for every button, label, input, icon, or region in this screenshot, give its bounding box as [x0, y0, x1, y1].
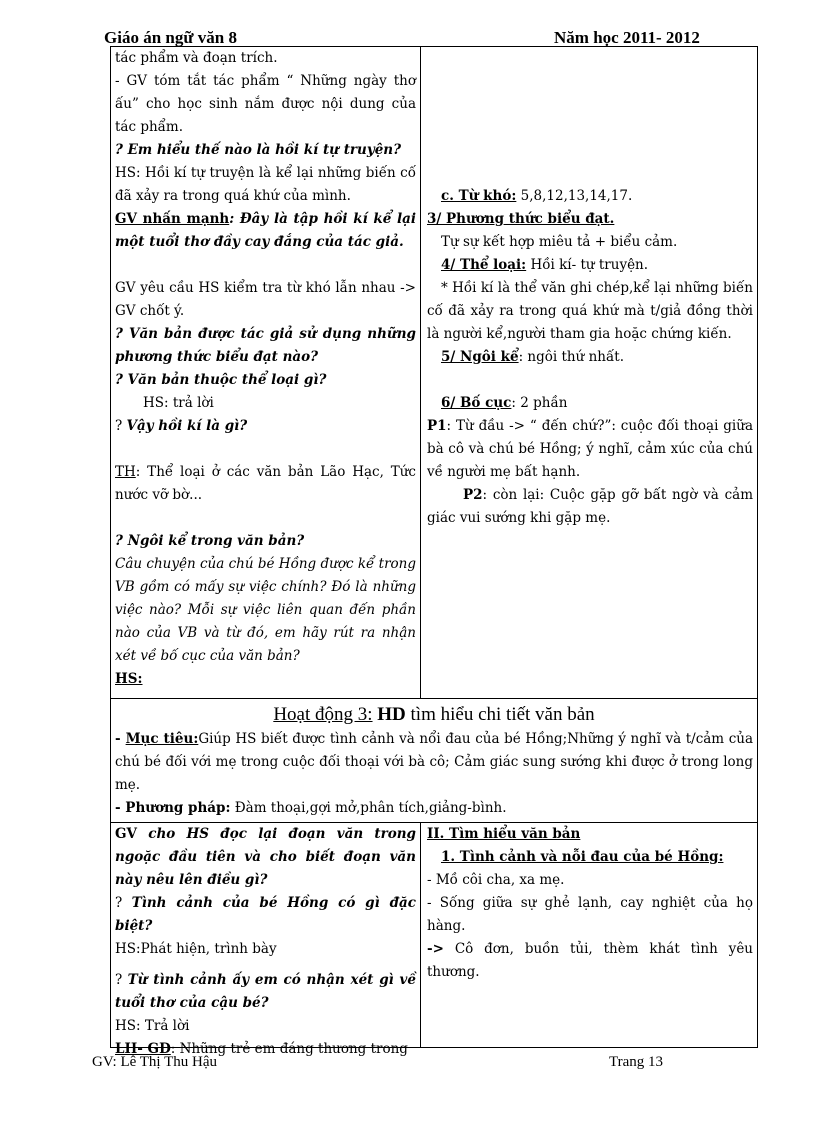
activity-title: Hoạt động 3: HD tìm hiểu chi tiết văn bản: [273, 704, 595, 725]
bullet: - Sống giữa sự ghẻ lạnh, cay nghiệt của họ hàng.: [427, 895, 753, 934]
table-row-section-3: [111, 822, 757, 1057]
part-2: P2: còn lại: Cuộc gặp gỡ bất ngờ và cảm giác vui sướng khi gặp mẹ.: [427, 487, 753, 526]
subsection-heading: 1. Tình cảnh và nỗi đau của bé Hồng:: [441, 849, 724, 865]
narrative-voice: 5/ Ngôi kể: ngôi thứ nhất.: [441, 349, 624, 365]
connection-note: LH- GD: Những trẻ em đáng thương trong: [115, 1041, 408, 1057]
table-row-section-1: [111, 47, 757, 698]
expression-method: Tự sự kết hợp miêu tả + biểu cảm.: [441, 234, 678, 250]
answer: HS: Trả lời: [115, 1018, 190, 1034]
answer: HS: trả lời: [143, 395, 214, 411]
emphasis-label: GV nhấn mạnh: [115, 211, 230, 227]
header-school-year: Năm học 2011- 2012: [554, 28, 700, 47]
expression-method-heading: 3/ Phương thức biểu đạt.: [427, 211, 615, 227]
answer: HS:Phát hiện, trình bày: [115, 941, 277, 957]
summary-label: TH: [115, 464, 136, 480]
summary-note: [115, 461, 416, 507]
content-cell: [421, 47, 757, 698]
footer-page-number: Trang 13: [609, 1054, 664, 1070]
objective: - Mục tiêu:Giúp HS biết được tình cảnh và nổi đau của bé Hồng;Những ý nghĩ và t/cảm của chú bé đối với mẹ trong cuộc đối thoại với bà cô; Cảm giác sung sướng khi được ở trong long mẹ.: [115, 731, 753, 793]
text-line: - GV tóm tắt tác phẩm “ Những ngày thơ ấu” cho học sinh nắm được nội dung của tác phẩm.: [115, 73, 416, 135]
content-cell: [421, 823, 757, 1047]
answer: HS:: [115, 671, 143, 687]
part-1: P1: Từ đầu -> “ đến chứ?”: cuộc đối thoại giữa bà cô và chú bé Hồng; ý nghĩ, cảm xúc của chú về người mẹ bất hạnh.: [427, 418, 753, 480]
question: ? Văn bản thuộc thể loại gì?: [115, 372, 327, 388]
question: ? Ngôi kể trong văn bản?: [115, 533, 305, 549]
teacher-activity-cell: [111, 47, 421, 698]
emphasis-note: [115, 208, 416, 254]
layout: 6/ Bố cục: 2 phần: [441, 395, 568, 411]
section-heading: II. Tìm hiểu văn bản: [427, 826, 581, 842]
question: ? Văn bản được tác giả sử dụng những phương thức biểu đạt nào?: [115, 326, 416, 365]
header-subject: Giáo án ngữ văn 8: [104, 28, 238, 47]
answer: HS: Hồi kí tự truyện là kể lại những biến cố đã xảy ra trong quá khứ của mình.: [115, 165, 416, 204]
genre: 4/ Thể loại: Hồi kí- tự truyện.: [441, 257, 649, 273]
text-line: tác phẩm và đoạn trích.: [115, 50, 278, 66]
memoir-definition: * Hồi kí là thể văn ghi chép,kể lại những biến cố đã xảy ra trong quá khứ mà t/giả đồng thời là người kể,người tham gia hoặc chứng kiến.: [427, 280, 753, 342]
question: ? Vậy hồi kí là gì?: [115, 418, 248, 434]
emphasis-text: : Đây là tập hồi kí kể lại một tuổi thơ đầy cay đắng của tác giả.: [115, 211, 416, 250]
question: ? Tình cảnh của bé Hồng có gì đặc biệt?: [115, 895, 416, 934]
vocabulary: c. Từ khó: 5,8,12,13,14,17.: [441, 188, 633, 204]
question: ? Từ tình cảnh ấy em có nhận xét gì về tuổi thơ của cậu bé?: [115, 972, 416, 1011]
activity-3-row: [111, 698, 757, 822]
bullet: - Mồ côi cha, xa mẹ.: [427, 872, 565, 888]
instruction: GV cho HS đọc lại đoạn văn trong ngoặc đầu tiên và cho biết đoạn văn này nêu lên điều gì?: [115, 826, 416, 888]
summary-text: : Thể loại ở các văn bản Lão Hạc, Tức nước vỡ bờ...: [115, 464, 416, 503]
lesson-table: [110, 46, 758, 1057]
question: Câu chuyện của chú bé Hồng được kể trong VB gồm có mấy sự việc chính? Đó là những việc nào? Mỗi sự việc liên quan đến phần nào của VB và từ đó, em hãy rút ra nhận xét về bố cục của văn bản?: [115, 556, 416, 664]
text-line: GV yêu cầu HS kiểm tra từ khó lẫn nhau -> GV chốt ý.: [115, 280, 416, 319]
question: ? Em hiểu thế nào là hồi kí tự truyện?: [115, 142, 402, 158]
footer-teacher: GV: Lê Thị Thu Hậu: [92, 1054, 217, 1070]
teacher-activity-cell: [111, 823, 421, 1057]
method: - Phương pháp: Đàm thoại,gợi mở,phân tích,giảng-bình.: [115, 800, 507, 816]
conclusion: -> Cô đơn, buồn tủi, thèm khát tình yêu thương.: [427, 941, 753, 980]
